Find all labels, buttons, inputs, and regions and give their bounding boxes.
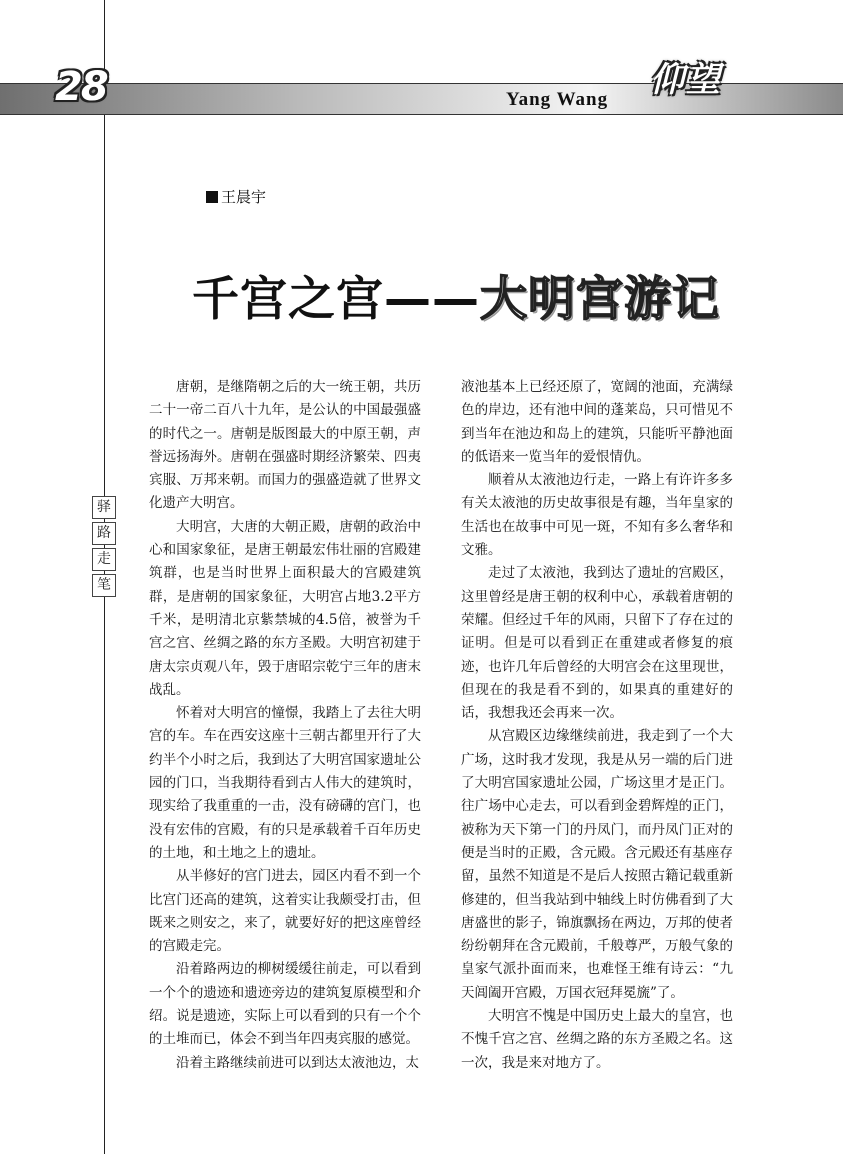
paragraph: 大明宫不愧是中国历史上最大的皇宫，也不愧千宫之宫、丝绸之路的东方圣殿之名。这一次，我是来对地方了。: [461, 1008, 733, 1071]
paragraph: 从宫殿区边缘继续前进，我走到了一个大广场，这时我才发现，我是从另一端的后门进了大明宫国家遗址公园，广场这里才是正门。往广场中心走去，可以看到金碧辉煌的正门，被称为天下第一门的丹凤门，而丹凤门正对的便是当时的正殿，含元殿。含元殿还有基座存留，虽然不知道是不是后人按照古籍记载重新修建的，但当我站到中轴线上时仿佛看到了大唐盛世的影子，锦旗飘扬在两边，万邦的使者纷纷朝拜在含元殿前，千般尊严，万般气象的皇家气派扑面而来，也难怪王维有诗云：“九天阊阖开宫殿，万国衣冠拜冕旒”了。: [461, 728, 733, 1001]
square-bullet-icon: [206, 191, 218, 203]
body-column-left: [149, 376, 421, 1075]
paragraph: 沿着主路继续前进可以到达太液池边，太: [176, 1054, 419, 1071]
title-part-1: 千宫之宫——: [192, 272, 480, 327]
title-part-2: 大明宫游记: [480, 272, 720, 327]
column-tag-char: 路: [92, 522, 116, 545]
page-number: 28: [55, 64, 107, 110]
column-tag-char: 驿: [92, 496, 116, 519]
paragraph: 从半修好的宫门进去，园区内看不到一个比宫门还高的建筑，这着实让我颇受打击，但既来之则安之，来了，就要好好的把这座曾经的宫殿走完。: [149, 868, 421, 955]
author-byline: [206, 186, 266, 207]
paragraph: 怀着对大明宫的憧憬，我踏上了去往大明宫的车。车在西安这座十三朝古都里开行了大约半个小时之后，我到达了大明宫国家遗址公园的门口，当我期待看到古人伟大的建筑时，现实给了我重重的一击，没有磅礴的宫门，也没有宏伟的宫殿，有的只是承载着千百年历史的土地，和土地之上的遗址。: [149, 705, 421, 861]
column-tag: [92, 496, 116, 600]
column-tag-char: 笔: [92, 574, 116, 597]
author-name: 王晨宇: [221, 188, 267, 206]
paragraph: 唐朝，是继隋朝之后的大一统王朝，共历二十一帝二百八十九年，是公认的中国最强盛的时代之一。唐朝是版图最大的中原王朝，声誉远扬海外。唐朝在强盛时期经济繁荣、四夷宾服、万邦来朝。而国力的强盛造就了世界文化遗产大明宫。: [149, 379, 421, 512]
paragraph-continued: 液池基本上已经还原了，宽阔的池面，充满绿色的岸边，还有池中间的蓬莱岛，只可惜见不到当年在池边和岛上的建筑，只能听平静池面的低语来一览当年的爱恨情仇。: [461, 379, 733, 465]
running-title: Yang Wang: [506, 89, 609, 110]
paragraph: 大明宫，大唐的大朝正殿，唐朝的政治中心和国家象征，是唐王朝最宏伟壮丽的宫殿建筑群，也是当时世界上面积最大的宫殿建筑群，是唐朝的国家象征，大明宫占地3.2平方千米，是明清北京紫禁城的4.5倍，被誉为千宫之宫、丝绸之路的东方圣殿。大明宫初建于唐太宗贞观八年，毁于唐昭宗乾宁三年的唐末战乱。: [149, 518, 421, 698]
article-title: [192, 262, 720, 329]
paragraph: 顺着从太液池边行走，一路上有许许多多有关太液池的历史故事很是有趣，当年皇家的生活也在故事中可见一斑，不知有多么奢华和文雅。: [461, 472, 733, 559]
paragraph: 沿着路两边的柳树缓缓往前走，可以看到一个个的遗迹和遗迹旁边的建筑复原模型和介绍。说是遗迹，实际上可以看到的只有一个个的土堆而已，体会不到当年四夷宾服的感觉。: [149, 961, 421, 1048]
body-column-right: [461, 376, 733, 1075]
column-tag-char: 走: [92, 548, 116, 571]
section-logo: 仰望: [650, 60, 722, 100]
paragraph: 走过了太液池，我到达了遗址的宫殿区，这里曾经是唐王朝的权利中心，承载着唐朝的荣耀。但经过千年的风雨，只留下了存在过的证明。但是可以看到正在重建或者修复的痕迹，也许几年后曾经的大明宫会在这里现世，但现在的我是看不到的，如果真的重建好的话，我想我还会再来一次。: [461, 565, 733, 722]
